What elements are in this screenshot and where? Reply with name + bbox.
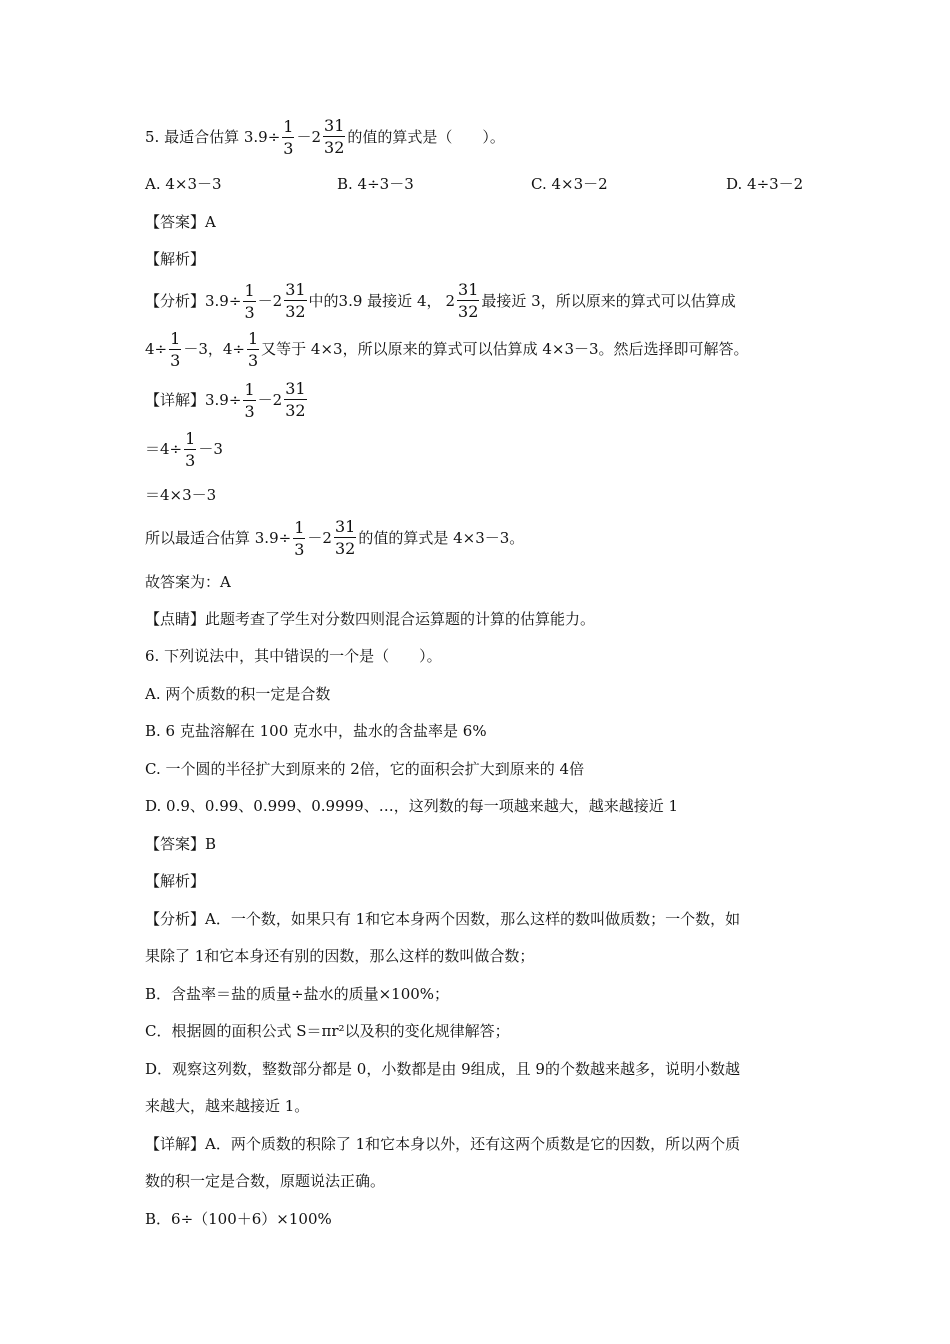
denominator: 32 [334, 539, 356, 558]
numerator: 1 [244, 380, 255, 399]
q6-option-d: D. 0.9、0.99、0.999、0.9999、…，这列数的每一项越来越大，越来越接近 1 [145, 797, 679, 815]
fraction-1-3 [282, 119, 294, 157]
text: 【详解】3.9÷ [145, 391, 242, 409]
q6-stem: 6. 下列说法中，其中错误的一个是（ ）。 [145, 647, 442, 665]
denominator: 3 [170, 351, 181, 370]
denominator: 3 [294, 540, 305, 559]
whole-part: 2 [272, 391, 283, 409]
q5-step2: ＝4×3－3 [145, 486, 217, 504]
text: ＝4÷ [145, 440, 183, 458]
q5-fenxi-line2 [145, 331, 749, 369]
numerator: 31 [324, 116, 345, 135]
q5-option-c: C. 4×3－2 [531, 175, 608, 193]
q5-fenxi-line1 [145, 282, 736, 321]
text: 又等于 4×3，所以原来的算式可以估算成 4×3－3。然后选择即可解答。 [261, 340, 749, 358]
minus-sign: － [257, 391, 273, 409]
denominator: 3 [244, 303, 255, 322]
minus-sign: － [257, 292, 273, 310]
denominator: 3 [247, 351, 259, 370]
q6-option-b: B. 6 克盐溶解在 100 克水中，盐水的含盐率是 6% [145, 722, 487, 740]
q6-answer: 【答案】B [145, 835, 217, 853]
q6-fenxi-d1: D．观察这列数，整数部分都是 0，小数都是由 9组成，且 9的个数越来越多，说明小数越 [145, 1060, 740, 1078]
denominator: 32 [324, 138, 345, 157]
q6-detail-b: B．6÷（100＋6）×100% [145, 1210, 332, 1228]
q6-analysis-tag: 【解析】 [145, 872, 206, 890]
denominator: 3 [244, 402, 255, 421]
q5-step1 [145, 431, 223, 469]
q6-fenxi-b: B．含盐率＝盐的质量÷盐水的质量×100%； [145, 985, 450, 1003]
q5-stem-prefix: 5. 最适合估算 3.9÷ [145, 128, 281, 146]
q5-option-d: D. 4÷3－2 [726, 175, 804, 193]
text: 中的3.9 最接近 4， [308, 292, 442, 310]
denominator: 32 [458, 302, 479, 321]
text: －3，4÷ [183, 340, 245, 358]
q5-stem [145, 118, 505, 157]
whole-part: 2 [272, 292, 283, 310]
minus-sign: － [296, 128, 312, 146]
q5-conclusion [145, 519, 524, 558]
q6-option-a: A. 两个质数的积一定是合数 [145, 685, 331, 703]
numerator: 31 [285, 280, 306, 299]
text: 【分析】3.9÷ [145, 292, 242, 310]
q5-analysis-tag: 【解析】 [145, 250, 206, 268]
whole-part: 2 [311, 128, 322, 146]
q5-option-a: A. 4×3－3 [145, 175, 222, 193]
q6-detail-line1: 【详解】A．两个质数的积除了 1和它本身以外，还有这两个质数是它的因数，所以两个质 [145, 1135, 741, 1153]
whole-part: 2 [445, 292, 456, 310]
denominator: 32 [285, 401, 306, 420]
q5-answer: 【答案】A [145, 213, 216, 231]
numerator: 1 [283, 117, 294, 136]
text: －3 [198, 440, 223, 458]
numerator: 1 [170, 329, 181, 348]
q6-option-c: C. 一个圆的半径扩大到原来的 2倍，它的面积会扩大到原来的 4倍 [145, 760, 585, 778]
denominator: 3 [283, 139, 294, 158]
q6-fenxi-c: C．根据圆的面积公式 S＝πr²以及积的变化规律解答； [145, 1022, 510, 1040]
q6-fenxi-line2: 果除了 1和它本身还有别的因数，那么这样的数叫做合数； [145, 947, 535, 965]
numerator: 31 [334, 517, 356, 536]
denominator: 3 [185, 451, 196, 470]
q6-detail-line2: 数的积一定是合数，原题说法正确。 [145, 1172, 386, 1190]
text: 4÷ [145, 340, 168, 358]
q5-stem-suffix: 的值的算式是（ ）。 [347, 128, 505, 146]
text: 的值的算式是 4×3－3。 [358, 529, 525, 547]
numerator: 31 [458, 280, 479, 299]
denominator: 32 [285, 302, 306, 321]
q5-final: 故答案为：A [145, 573, 231, 591]
mixed-fraction [311, 118, 347, 156]
numerator: 31 [285, 379, 306, 398]
numerator: 1 [294, 518, 305, 537]
q6-fenxi-d2: 来越大，越来越接近 1。 [145, 1097, 310, 1115]
numerator: 1 [244, 281, 255, 300]
minus-sign: － [307, 529, 323, 547]
q6-fenxi-line1: 【分析】A．一个数，如果只有 1和它本身两个因数，那么这样的数叫做质数；一个数，如 [145, 910, 741, 928]
whole-part: 2 [322, 529, 332, 547]
text: 最接近 3，所以原来的算式可以估算成 [481, 292, 736, 310]
text: 所以最适合估算 3.9÷ [145, 529, 292, 547]
numerator: 1 [185, 429, 196, 448]
q5-option-b: B. 4÷3－3 [337, 175, 414, 193]
numerator: 1 [247, 329, 259, 348]
q5-comment: 【点睛】此题考查了学生对分数四则混合运算题的计算的估算能力。 [145, 610, 596, 628]
q5-detail [145, 381, 309, 420]
